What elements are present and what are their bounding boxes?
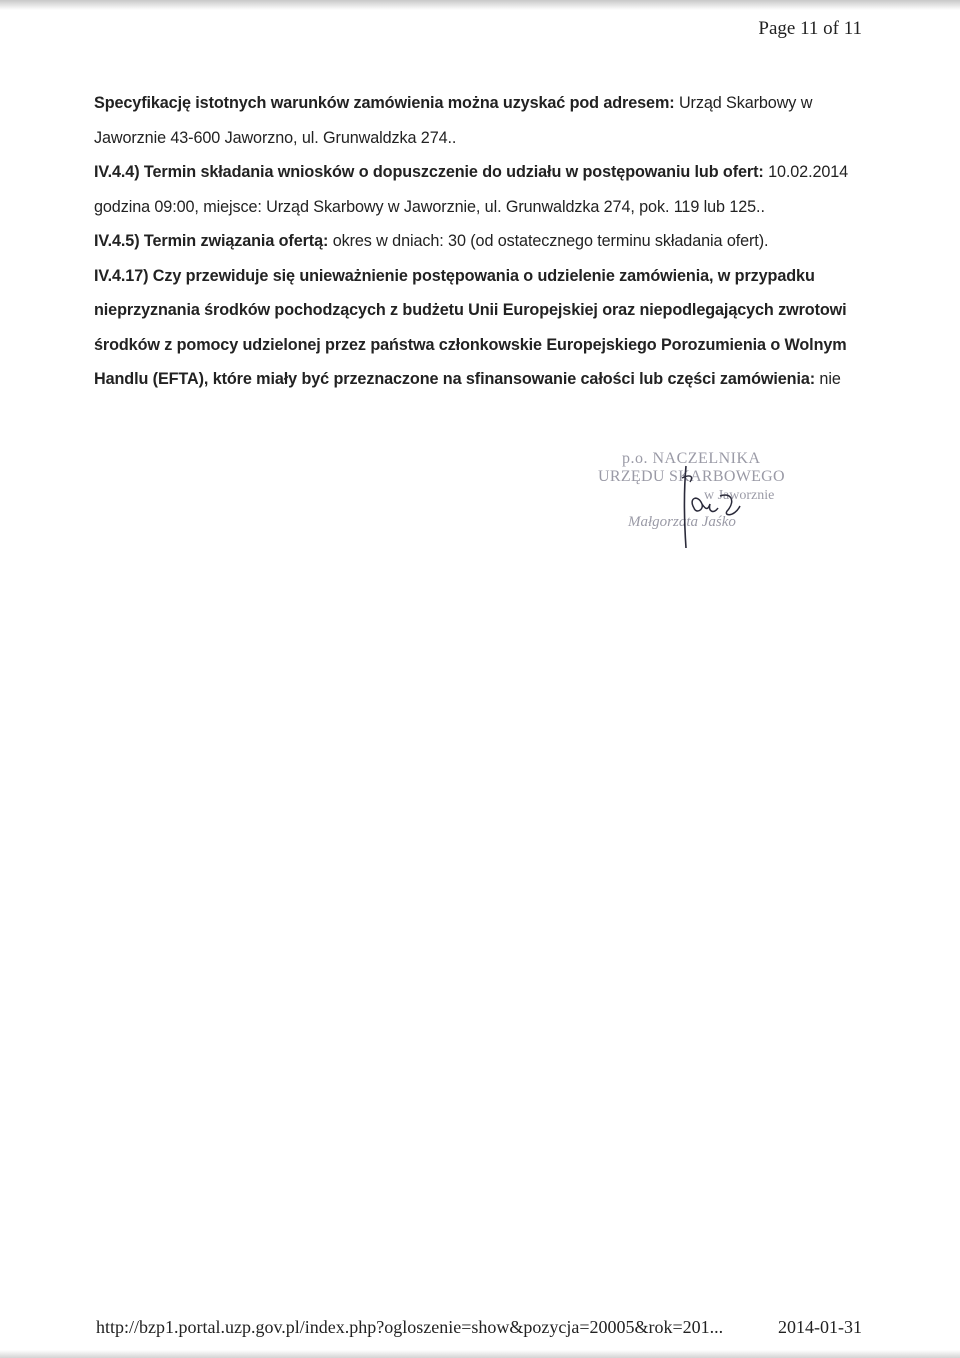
- footer-url: http://bzp1.portal.uzp.gov.pl/index.php?ogloszenie=show&pozycja=20005&rok=201...: [96, 1317, 724, 1337]
- document-body: [94, 86, 884, 397]
- scan-edge-bottom: [0, 1350, 960, 1358]
- page-number: Page 11 of 11: [758, 18, 862, 39]
- stamp-city: w Jaworznie: [704, 488, 775, 503]
- paragraph-deadline-line1: IV.4.4) Termin składania wniosków o dopuszczenie do udziału w postępowaniu lub ofert: 10.02.2014: [94, 163, 849, 181]
- official-stamp: [590, 448, 810, 558]
- paragraph-specification-line2: Jaworznie 43-600 Jaworzno, ul. Grunwaldzka 274..: [94, 128, 457, 147]
- handwritten-signature: [590, 448, 810, 558]
- stamp-title: p.o. NACZELNIKA: [622, 450, 761, 467]
- paragraph-annulment-line2: nieprzyznania środków pochodzących z budżetu Unii Europejskiej oraz niepodlegających zwrotowi: [94, 301, 847, 319]
- paragraph-annulment-line4: Handlu (EFTA), które miały być przeznaczone na sfinansowanie całości lub części zamówienia: nie: [94, 370, 841, 388]
- scan-edge-top: [0, 0, 960, 10]
- stamp-signer-name: Małgorzata Jaśko: [628, 514, 736, 530]
- stamp-office: URZĘDU SKARBOWEGO: [598, 468, 785, 485]
- paragraph-annulment-line1: IV.4.17) Czy przewiduje się unieważnienie postępowania o udzielenie zamówienia, w przypadku: [94, 266, 815, 285]
- paragraph-annulment-line3: środków z pomocy udzielonej przez państwa członkowskie Europejskiego Porozumienia o Wolnym: [94, 335, 847, 354]
- footer-date: 2014-01-31: [778, 1317, 862, 1337]
- paragraph-specification-line1: Specyfikację istotnych warunków zamówienia można uzyskać pod adresem: Urząd Skarbowy w: [94, 94, 813, 112]
- paragraph-deadline-line2: godzina 09:00, miejsce: Urząd Skarbowy w Jaworznie, ul. Grunwaldzka 274, pok. 119 lub 125..: [94, 197, 765, 216]
- paragraph-binding-period: IV.4.5) Termin związania ofertą: okres w dniach: 30 (od ostatecznego terminu składania ofert).: [94, 232, 769, 250]
